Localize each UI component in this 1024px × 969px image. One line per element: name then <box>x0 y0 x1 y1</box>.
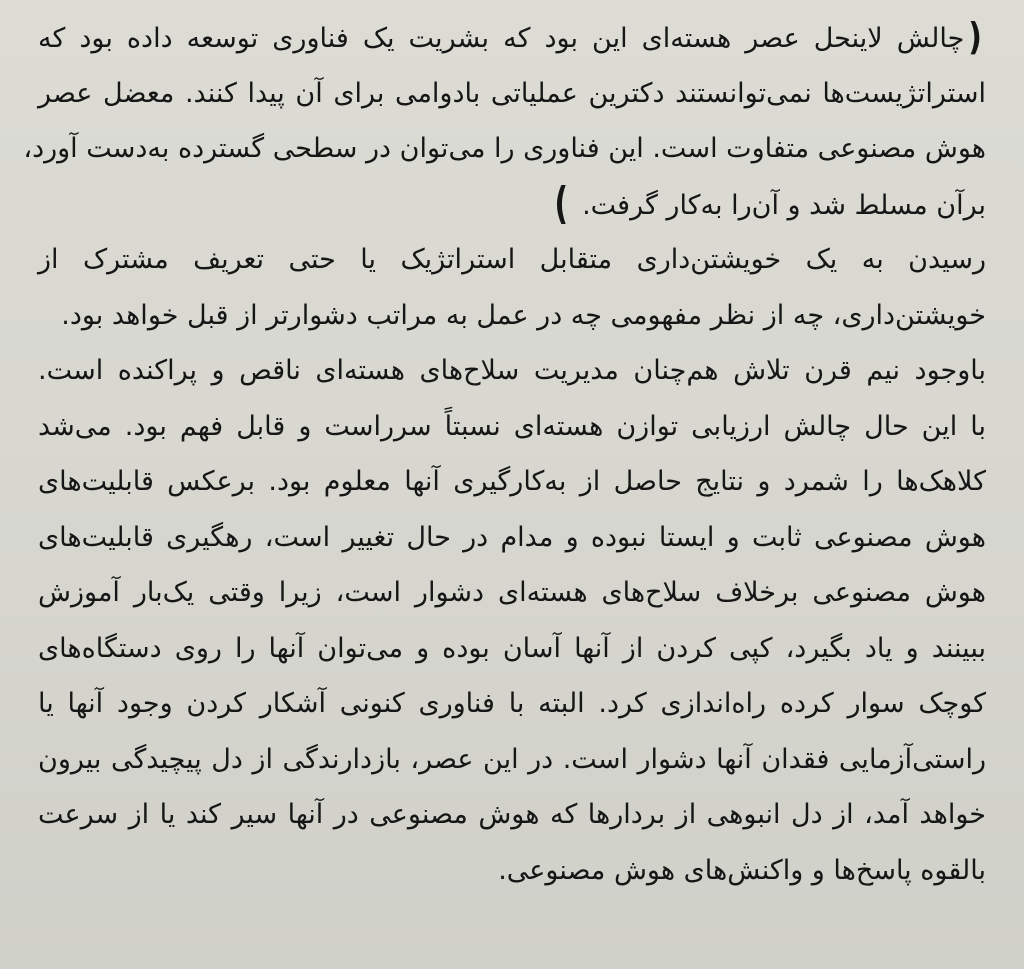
text-line-15: خواهد آمد، از دل انبوهی از بردارها که هوش مصنوعی در آنها سیر کند یا از سرعت <box>38 799 986 830</box>
text-line-5: رسیدن به یک خویشتن‌داری متقابل استراتژیک یا حتی تعریف مشترک از <box>38 244 986 275</box>
body-text <box>23 10 986 898</box>
text-line-1: (چالش لاینحل عصر هسته‌ای این بود که بشریت یک فناوری توسعه داده بود که <box>38 10 986 66</box>
text-line-6: خویشتن‌داری، چه از نظر مفهومی چه در عمل به مراتب دشوارتر از قبل خواهد بود. <box>61 299 986 331</box>
text-line-3: هوش مصنوعی متفاوت است. این فناوری را می‌توان در سطحی گسترده به‌دست آورد، <box>23 133 986 164</box>
text-line-2: استراتژیست‌ها نمی‌توانستند دکترین عملیاتی بادوامی برای آن پیدا کنند. معضل عصر <box>38 77 986 109</box>
close-bracket-mark: ) <box>554 178 569 230</box>
text-line-10: هوش مصنوعی ثابت و ایستا نبوده و مدام در حال تغییر است، رهگیری قابلیت‌های <box>38 521 986 553</box>
text-line-13: کوچک سوار کرده راه‌اندازی کرد. البته با فناوری کنونی آشکار کردن وجود آنها یا <box>38 688 986 719</box>
text-line-8: با این حال چالش ارزیابی توازن هسته‌ای نسبتاً سرراست و قابل فهم بود. می‌شد <box>38 410 986 442</box>
open-bracket-mark: ( <box>968 15 982 60</box>
text-line-12: ببینند و یاد بگیرد، کپی کردن از آنها آسان بوده و می‌توان آنها را روی دستگاه‌های <box>38 632 986 664</box>
text-line-14: راستی‌آزمایی فقدان آنها دشوار است. در این عصر، بازدارندگی از دل پیچیدگی بیرون <box>38 743 986 775</box>
text-line-16: بالقوه پاسخ‌ها و واکنش‌های هوش مصنوعی. <box>498 854 986 886</box>
text-line-11: هوش مصنوعی برخلاف سلاح‌های هسته‌ای دشوار است، زیرا وقتی یک‌بار آموزش <box>38 577 986 608</box>
text-line-4: برآن مسلط شد و آن‌را به‌کار گرفت.) <box>38 177 986 233</box>
text-line-7: باوجود نیم قرن تلاش هم‌چنان مدیریت سلاح‌های هسته‌ای ناقص و پراکنده است. <box>38 355 986 386</box>
text-line-9: کلاهک‌ها را شمرد و نتایج حاصل از به‌کارگیری آنها معلوم بود. برعکس قابلیت‌های <box>38 466 986 497</box>
